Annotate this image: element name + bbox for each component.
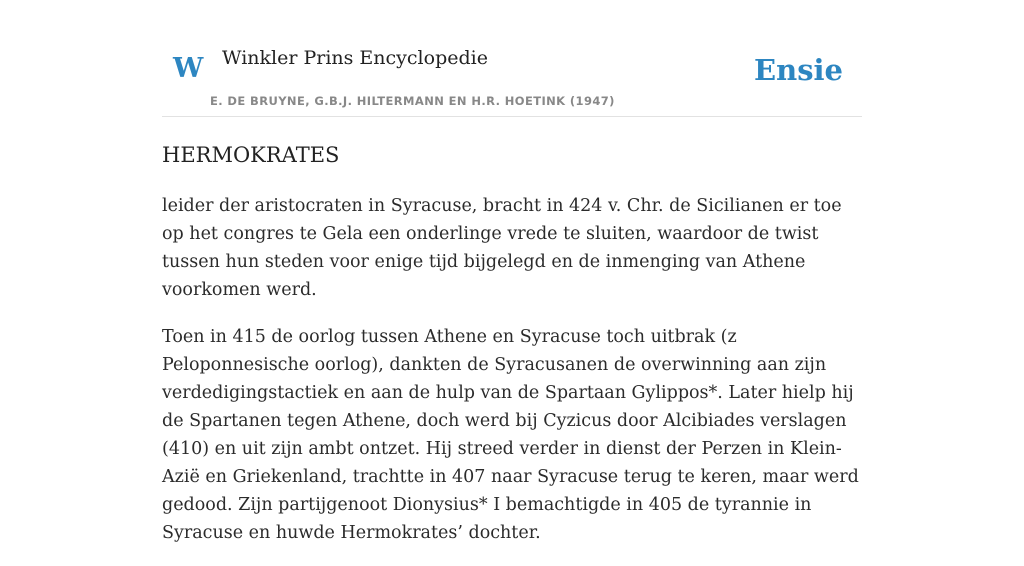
- site-logo-w[interactable]: W: [173, 53, 204, 84]
- authors-credit: E. DE BRUYNE, G.B.J. HILTERMANN EN H.R. HOETINK (1947): [210, 94, 615, 108]
- article-body: [162, 192, 862, 566]
- site-title[interactable]: Winkler Prins Encyclopedie: [222, 47, 488, 69]
- article-paragraph-2: Toen in 415 de oorlog tussen Athene en Syracuse toch uitbrak (z Peloponnesische oorlog), dankten de Syracusanen de overwinning aan zijn verdedigingstactiek en aan de hulp van de Spartaan Gylippos*. Later hielp hij de Spartanen tegen Athene, doch werd bij Cyzicus door Alcibiades verslagen (410) en uit zijn ambt ontzet. Hij streed verder in dienst der Perzen in Klein-Azië en Griekenland, trachtte in 407 naar Syracuse terug te keren, maar werd gedood. Zijn partijgenoot Dionysius* I bemachtigde in 405 de tyrannie in Syracuse en huwde Hermokrates’ dochter.: [162, 327, 859, 543]
- ensie-brand-logo[interactable]: Ensie: [754, 53, 843, 87]
- site-header: [162, 0, 862, 117]
- article-paragraph-1: leider der aristocraten in Syracuse, bracht in 424 v. Chr. de Sicilianen er toe op het congres te Gela een onderlinge vrede te sluiten, waardoor de twist tussen hun steden voor enige tijd bijgelegd en de inmenging van Athene voorkomen werd.: [162, 196, 842, 300]
- article-title: HERMOKRATES: [162, 143, 340, 167]
